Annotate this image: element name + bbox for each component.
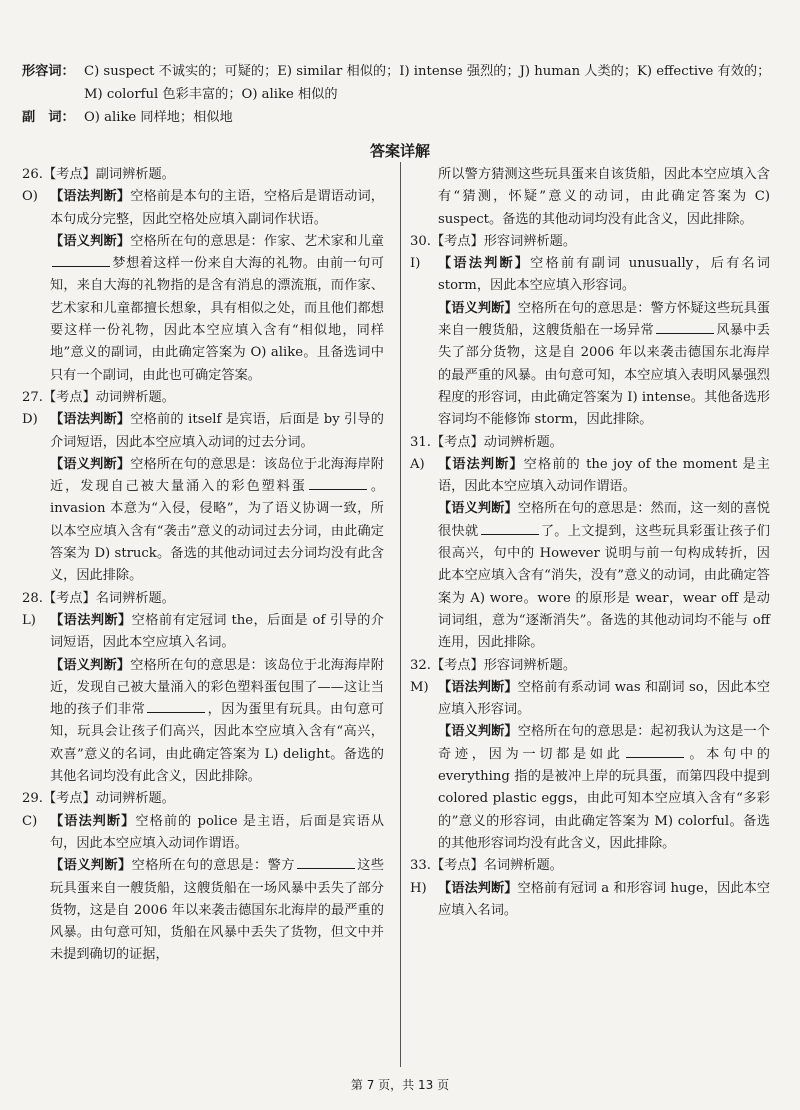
q33-grammar-text: 空格前有冠词 a 和形容词 huge，因此本空应填入名词。 <box>438 880 771 918</box>
q29-semantic-text-a: 空格所在句的意思是：警方 <box>131 858 295 874</box>
q32-semantic-text-a: 空格所在句的意思是：起初我认为这是一个奇迹，因为一切都是如此 <box>438 724 770 762</box>
left-column <box>22 164 384 967</box>
q30-semantic-tag: 【语义判断】 <box>438 300 518 316</box>
q29-semantic-text-b: 这些玩具蛋来自一艘货船，这艘货船在一场风暴中丢失了部分货物，这是自 2006 年以来袭击德国东北海岸的最严重的风暴。由句意可知，货船在风暴中丢失了货物，但文中并未提到确切的证据， <box>50 858 385 963</box>
q29-answer-letter: C) <box>22 813 38 829</box>
q29-semantic-tag: 【语义判断】 <box>50 858 132 874</box>
q26-answer-letter: O) <box>22 189 38 205</box>
question-30 <box>410 231 770 432</box>
q26-grammar-tag: 【语法判断】 <box>50 189 131 205</box>
page-footer: 第 7 页，共 13 页 <box>350 1078 450 1092</box>
q28-grammar-tag: 【语法判断】 <box>50 612 132 628</box>
vocab-adv-text: O) alike 同样地；相似地 <box>84 110 233 125</box>
answer-blank <box>626 744 684 758</box>
column-divider <box>400 162 401 1067</box>
section-title: 答案详解 <box>369 142 430 160</box>
vocabulary-list <box>22 60 782 129</box>
answer-blank <box>297 855 355 869</box>
q32-heading: 32.【考点】形容词辨析题。 <box>410 657 577 673</box>
q28-semantic-tag: 【语义判断】 <box>50 657 131 673</box>
q29-heading: 29.【考点】动词辨析题。 <box>22 791 175 807</box>
q29-grammar-tag: 【语法判断】 <box>50 813 136 829</box>
q31-answer-letter: A) <box>410 456 425 472</box>
right-column <box>410 164 770 922</box>
q28-grammar-text: 空格前有定冠词 the，后面是 of 引导的介词短语，因此本空应填入名词。 <box>50 612 384 651</box>
q29-grammar-text: 空格前的 police 是主语，后面是宾语从句，因此本空应填入动词作谓语。 <box>50 813 385 851</box>
answer-blank <box>309 476 367 490</box>
answer-blank <box>147 699 205 713</box>
question-29 <box>22 788 384 966</box>
q29-continued: 所以警方猜测这些玩具蛋来自该货船，因此本空应填入含有“猜测，怀疑”意义的动词，由此确定答案为 C) suspect。备选的其他动词均没有此含义，因此排除。 <box>438 167 770 227</box>
q31-semantic-text-b: 了。上文提到，这些玩具彩蛋让孩子们很高兴，句中的 However 说明与前一句构成转折，因此本空应填入含有“消失，没有”意义的动词，由此确定答案为 A) wore。wore 的原形是 wear，wear off 是动词词组，意为“逐渐消失”。备选的其他动词均不能与 off 连用，因此排除。 <box>438 523 770 651</box>
q31-semantic-text-a: 空格所在句的意思是：然而，这一刻的喜悦很快就 <box>438 501 770 539</box>
q32-semantic-text-b: 。本句中的 everything 指的是被冲上岸的玩具蛋，而第四段中提到 colored plastic eggs，由此可知本空应填入含有“多彩的”意义的形容词，由此确定答案为 M) colorful。备选的其他形容词均没有此含义，因此排除。 <box>438 746 770 851</box>
q27-heading: 27.【考点】动词辨析题。 <box>22 389 175 405</box>
q31-grammar-tag: 【语法判断】 <box>438 456 524 472</box>
q33-grammar-tag: 【语法判断】 <box>438 880 518 896</box>
question-27 <box>22 387 384 588</box>
q30-grammar-tag: 【语法判断】 <box>438 256 531 272</box>
q26-semantic-text-b: 梦想着这样一份来自大海的礼物。由前一句可知，来自大海的礼物指的是含有消息的漂流瓶，而作家、艺术家和儿童都擅长想象，具有相似之处，而且他们都想要这样一份礼物，因此本空应填入含有“相似地，同样地”意义的副词，由此确定答案为 O) alike。且备选词中只有一个副词，由此也可确定答案。 <box>50 256 384 383</box>
vocab-adj-text: C) suspect 不诚实的；可疑的；E) similar 相似的；I) intense 强烈的；J) human 人类的；K) effective 有效的；M) colorful 色彩丰富的；O) alike 相似的 <box>84 64 771 102</box>
q28-answer-letter: L) <box>22 612 36 628</box>
vocab-adv-label: 副 词： <box>22 110 75 125</box>
q32-semantic-tag: 【语义判断】 <box>438 724 518 740</box>
q30-heading: 30.【考点】形容词辨析题。 <box>410 233 577 249</box>
vocab-adjectives <box>22 60 782 106</box>
question-33 <box>410 855 770 922</box>
q27-answer-letter: D) <box>22 412 38 428</box>
q31-grammar-text: 空格前的 the joy of the moment 是主语，因此本空应填入动词作谓语。 <box>438 456 770 495</box>
q26-semantic-text-a: 空格所在句的意思是：作家、艺术家和儿童 <box>130 233 384 249</box>
question-32 <box>410 655 770 856</box>
answer-blank <box>656 320 714 334</box>
q32-grammar-text: 空格前有系动词 was 和副词 so，因此本空应填入形容词。 <box>438 679 771 718</box>
q26-semantic-tag: 【语义判断】 <box>50 233 131 249</box>
answer-blank <box>52 253 110 267</box>
question-26 <box>22 164 384 387</box>
q31-heading: 31.【考点】动词辨析题。 <box>410 434 563 450</box>
q33-heading: 33.【考点】名词辨析题。 <box>410 858 563 874</box>
vocab-adverbs <box>22 106 782 129</box>
q28-semantic-text-a: 空格所在句的意思是：该岛位于北海海岸附近，发现自己被大量涌入的彩色塑料蛋包围了——这让当地的孩子们非常 <box>50 657 384 718</box>
q30-grammar-text: 空格前有副词 unusually，后有名词 storm，因此本空应填入形容词。 <box>438 256 770 294</box>
q27-semantic-text-b: 。invasion 本意为“入侵，侵略”，为了语义协调一致，所以本空应填入含有“袭击”意义的动词过去分词，由此确定答案为 D) struck。备选的其他动词过去分词均没有此含义，因此排除。 <box>50 479 385 584</box>
q30-semantic-text-b: 风暴中丢失了部分货物，这是自 2006 年以来袭击德国东北海岸的最严重的风暴。由句意可知，本空应填入表明风暴强烈程度的形容词，由此确定答案为 I) intense。其他备选形容词均不能修饰 storm，因此排除。 <box>438 323 770 428</box>
q27-grammar-text: 空格前的 itself 是宾语，后面是 by 引导的介词短语，因此本空应填入动词的过去分词。 <box>50 412 384 450</box>
q31-semantic-tag: 【语义判断】 <box>438 501 518 517</box>
vocab-adj-label: 形容词： <box>22 64 75 79</box>
q28-heading: 28.【考点】名词辨析题。 <box>22 590 175 606</box>
q33-answer-letter: H) <box>410 880 427 896</box>
answer-blank <box>481 521 539 535</box>
q26-grammar-text: 空格前是本句的主语，空格后是谓语动词，本句成分完整，因此空格处应填入副词作状语。 <box>50 189 384 227</box>
question-28 <box>22 588 384 789</box>
q30-semantic-text-a: 空格所在句的意思是：警方怀疑这些玩具蛋来自一艘货船，这艘货船在一场异常 <box>438 300 770 339</box>
q26-heading: 26.【考点】副词辨析题。 <box>22 167 175 182</box>
q32-grammar-tag: 【语法判断】 <box>438 679 518 695</box>
q28-semantic-text-b: ，因为蛋里有玩具。由句意可知，玩具会让孩子们高兴，因此本空应填入含有“高兴，欢喜”意义的名词，由此确定答案为 L) delight。备选的其他名词均没有此含义，因此排除。 <box>50 702 385 785</box>
q30-answer-letter: I) <box>410 256 421 272</box>
question-31 <box>410 432 770 655</box>
q32-answer-letter: M) <box>410 679 429 695</box>
q27-grammar-tag: 【语法判断】 <box>50 412 131 428</box>
q27-semantic-text-a: 空格所在句的意思是：该岛位于北海海岸附近，发现自己被大量涌入的彩色塑料蛋 <box>50 456 384 495</box>
q27-semantic-tag: 【语义判断】 <box>50 456 131 472</box>
